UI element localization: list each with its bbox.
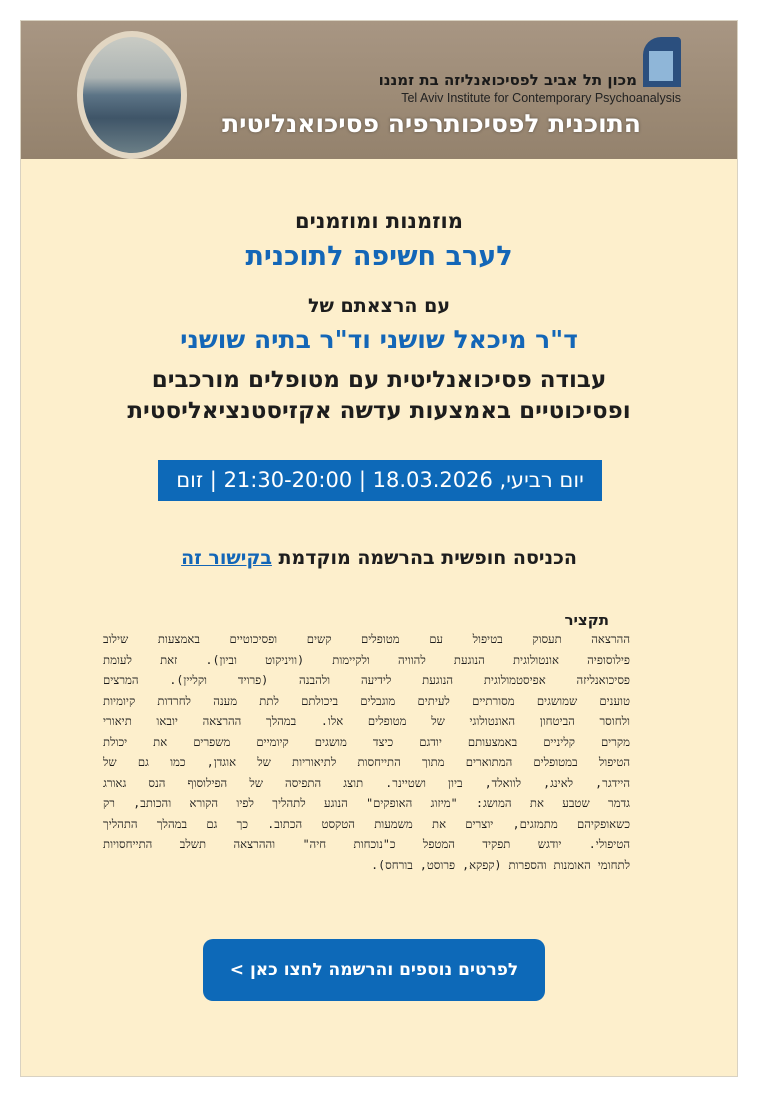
sea-painting-image <box>77 31 187 159</box>
header-banner <box>21 21 737 159</box>
abstract-line: פסיכואנליזה אפיסטמולוגית הנוגעת לידיעה ולהבנה (פרויד וקליין). המרצים <box>103 673 630 687</box>
institute-logo-icon <box>643 37 681 87</box>
abstract-line: ולחוסר הביטחון האונטולוגי של מטופלים אלו. במהלך ההרצאה יובאו תיאורי <box>103 714 630 728</box>
abstract-text <box>103 629 630 875</box>
speakers: ד"ר מיכאל שושני וד"ר בתיה שושני <box>180 325 578 354</box>
lecture-title-line: עבודה פסיכואנליטית עם מטופלים מורכבים <box>151 367 607 393</box>
abstract-line: לתחומי האומנות והספרות (קפקא, פרוסט, בורחס). <box>371 857 630 872</box>
abstract-title: תקציר <box>564 611 609 629</box>
abstract-line: גדמר שטבע את המושג: "מיזוג האופקים" הנוגע לתהליך לפיו הקורא והכותב, רק <box>103 796 630 810</box>
abstract-line: פילוסופיה אונטולוגית הנוגעת להוויה ולקיימות (וויניקוט וביון). זאת לעומת <box>103 652 630 667</box>
lecture-title <box>21 365 737 427</box>
registration-link[interactable]: בקישור זה <box>181 547 272 569</box>
abstract-line: מקרים קליניים באמצעותם יודגם כיצד מושגים קיומיים משפרים את יכולת <box>103 734 630 749</box>
abstract-line: היידגר, לאינג, לוואלד, ביון ושטיינר. תוצג התפיסה של הפילוסוף הנס גאורג <box>103 775 630 790</box>
event-details-bar: יום רביעי, 18.03.2026 | 21:30-20:00 | זום <box>158 460 602 501</box>
abstract-line: הטיפול במטופלים המתוארים מתוך התייחסות לתיאוריות של אוגדן, כמו גם של <box>103 755 630 769</box>
abstract-line: כשאופקיהם מתמזגים, יוצרים את משמעות הטקסט הכתוב. כך גם במהלך התהליך <box>103 816 630 831</box>
event-name: לערב חשיפה לתוכנית <box>245 241 513 272</box>
abstract-line: טוענים שמושגים מסורתיים לעיתים מוגבלים ביכולתם לתת מענה לחרדות קיומיות <box>103 693 630 708</box>
invite-line: מוזמנות ומוזמנים <box>295 209 463 233</box>
abstract-line: ההרצאה תעסוק בטיפול עם מטופלים קשים ופסיכוטיים באמצעות שילוב <box>103 632 630 646</box>
institute-name-hebrew: מכון תל אביב לפסיכואנליזה בת זמננו <box>378 71 637 89</box>
entry-info <box>21 547 737 569</box>
lecture-by-label: עם הרצאתם של <box>308 295 450 317</box>
program-title: התוכנית לפסיכותרפיה פסיכואנליטית <box>222 109 641 138</box>
lecture-title-line: ופסיכוטיים באמצעות עדשה אקזיסטנציאליסטית <box>127 398 631 424</box>
entry-text: הכניסה חופשית בהרשמה מוקדמת <box>271 547 577 569</box>
institute-name-english: Tel Aviv Institute for Contemporary Psychoanalysis <box>401 91 681 105</box>
invitation-card <box>20 20 738 1077</box>
abstract-line: הטיפולי. יודגש תפקיד המטפל כ"נוכחות חיה" וההרצאה תשלב התייחסויות <box>103 837 630 851</box>
register-details-button[interactable]: לפרטים נוספים והרשמה לחצו כאן > <box>203 939 545 1001</box>
